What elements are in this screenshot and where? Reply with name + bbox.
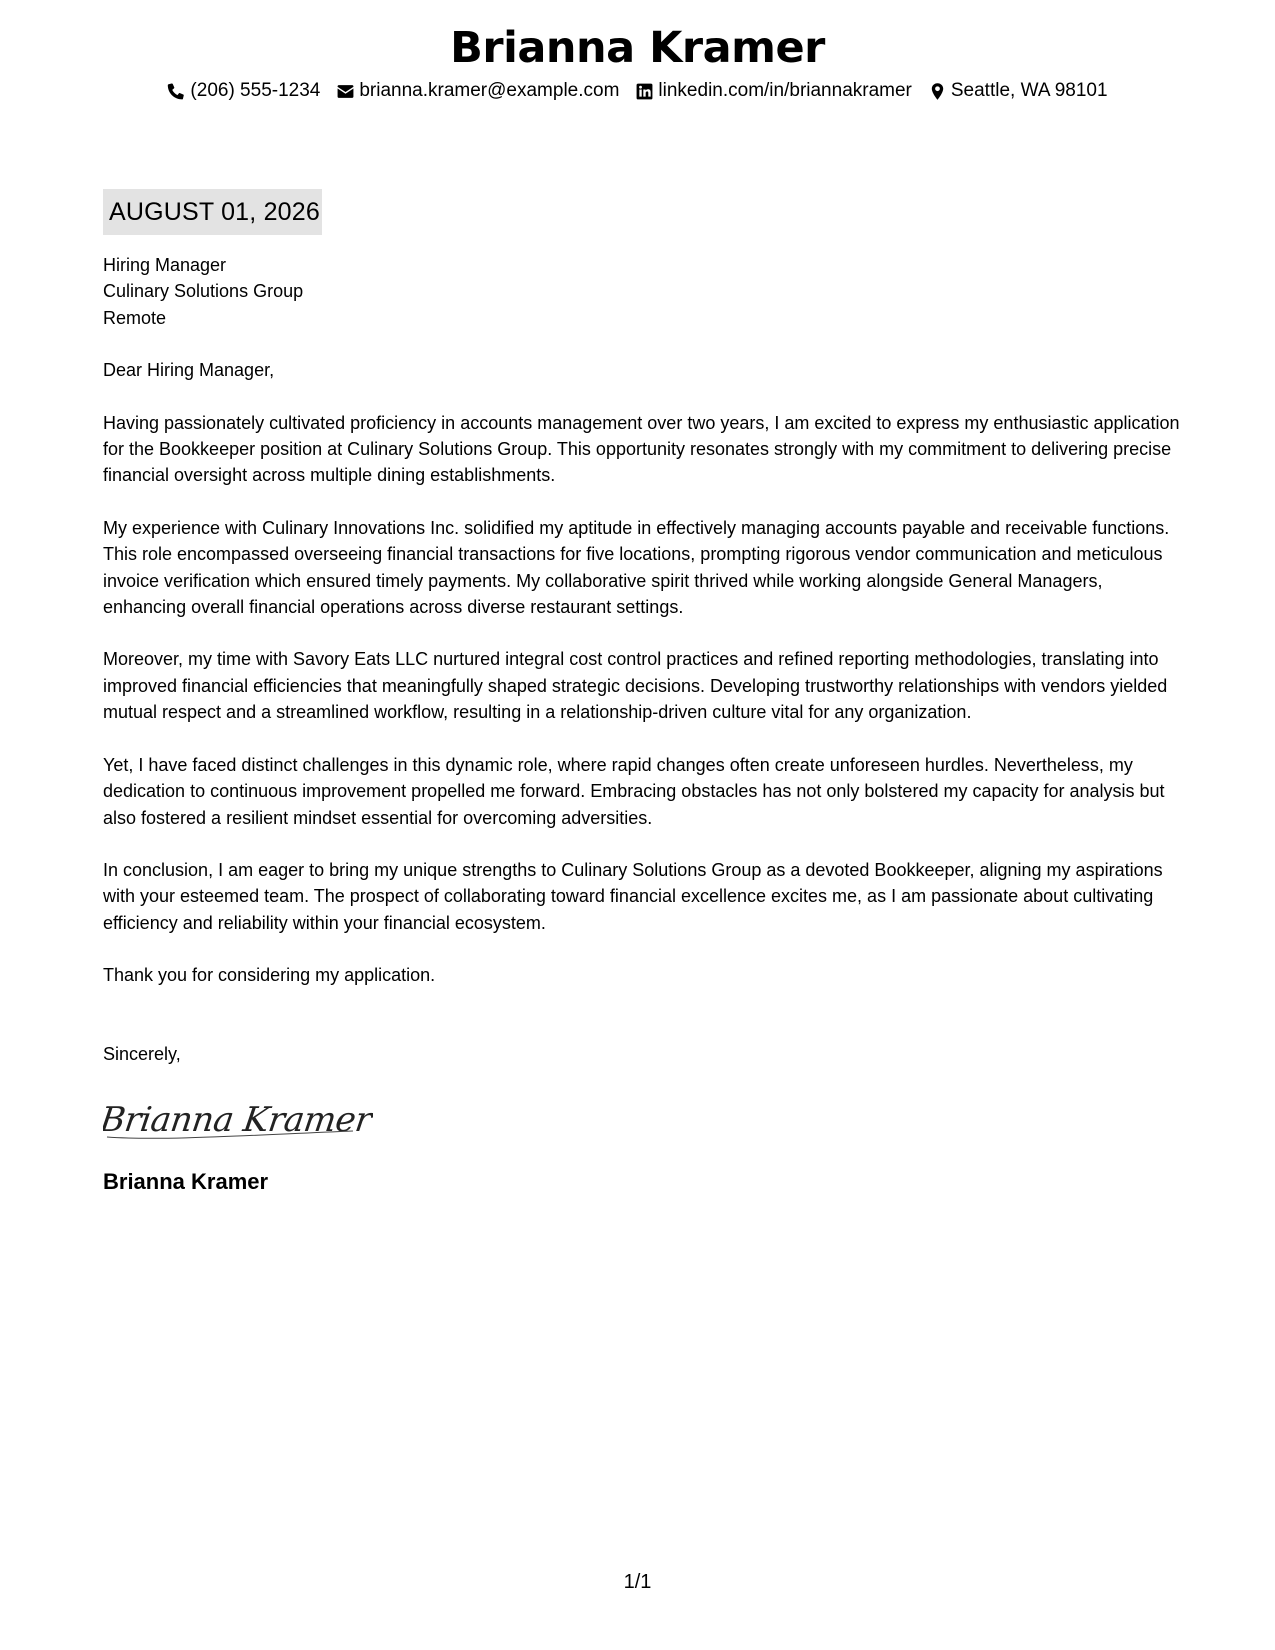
body-paragraph: My experience with Culinary Innovations Inc. solidified my aptitude in effectively managing accounts payable and receivable functions. This role encompassed overseeing financial transactions for five locations, prompting rigorous vendor communication and meticulous invoice verification which ensured timely payments. My collaborative spirit thrived while working alongside General Managers, enhancing overall financial operations across diverse restaurant settings. bbox=[103, 517, 1170, 618]
handwritten-signature bbox=[103, 1087, 373, 1149]
contact-location-text: Seattle, WA 98101 bbox=[950, 80, 1108, 101]
contact-phone-text: (206) 555-1234 bbox=[190, 80, 321, 101]
page-number: 1/1 bbox=[623, 1571, 652, 1593]
contact-linkedin-text: linkedin.com/in/briannakramer bbox=[658, 80, 912, 101]
recipient-location: Remote bbox=[103, 307, 167, 328]
envelope-icon bbox=[336, 82, 355, 101]
recipient-company: Culinary Solutions Group bbox=[103, 281, 304, 302]
signed-name: Brianna Kramer bbox=[103, 1168, 269, 1194]
contact-location bbox=[928, 78, 1108, 104]
signature-image bbox=[103, 1087, 373, 1149]
thank-you-line: Thank you for considering my application. bbox=[103, 965, 436, 986]
body-paragraph: Moreover, my time with Savory Eats LLC nurtured integral cost control practices and refined reporting methodologies, translating into improved financial efficiencies that meaningfully shaped strategic decisions. Developing trustworthy relationships with vendors yielded mutual respect and a streamlined workflow, resulting in a relationship-driven culture vital for any organization. bbox=[103, 649, 1168, 723]
signature-lettering: Brianna Kramer bbox=[103, 1100, 373, 1140]
salutation: Dear Hiring Manager, bbox=[103, 360, 275, 381]
linkedin-icon bbox=[635, 82, 654, 101]
applicant-name-heading: Brianna Kramer bbox=[450, 23, 825, 73]
contact-phone bbox=[167, 78, 320, 104]
letter-body bbox=[103, 252, 1183, 1197]
recipient-title: Hiring Manager bbox=[103, 255, 227, 275]
body-paragraph: In conclusion, I am eager to bring my unique strengths to Culinary Solutions Group as a devoted Bookkeeper, aligning my aspirations with your esteemed team. The prospect of collaborating toward financial excellence excites me, as I am passionate about cultivating efficiency and reliability within your financial ecosystem. bbox=[103, 859, 1163, 933]
body-paragraph: Yet, I have faced distinct challenges in this dynamic role, where rapid changes often create unforeseen hurdles. Nevertheless, my dedication to continuous improvement propelled me forward. Embracing obstacles has not only bolstered my capacity for analysis but also fostered a resilient mindset essential for overcoming adversities. bbox=[103, 754, 1165, 828]
body-paragraph: Having passionately cultivated proficiency in accounts management over two years, I am excited to express my enthusiastic application for the Bookkeeper position at Culinary Solutions Group. This opportunity resonates strongly with my commitment to delivering precise financial oversight across multiple dining establishments. bbox=[103, 412, 1180, 486]
map-marker-icon bbox=[928, 82, 947, 101]
closing: Sincerely, bbox=[103, 1043, 181, 1064]
contact-email-text: brianna.kramer@example.com bbox=[359, 80, 620, 101]
phone-icon bbox=[167, 82, 186, 101]
contact-linkedin bbox=[635, 78, 911, 104]
letter-date: AUGUST 01, 2026 bbox=[103, 189, 322, 235]
contact-email bbox=[336, 78, 619, 104]
contact-info-row bbox=[0, 78, 1275, 104]
recipient-block bbox=[103, 252, 1183, 331]
